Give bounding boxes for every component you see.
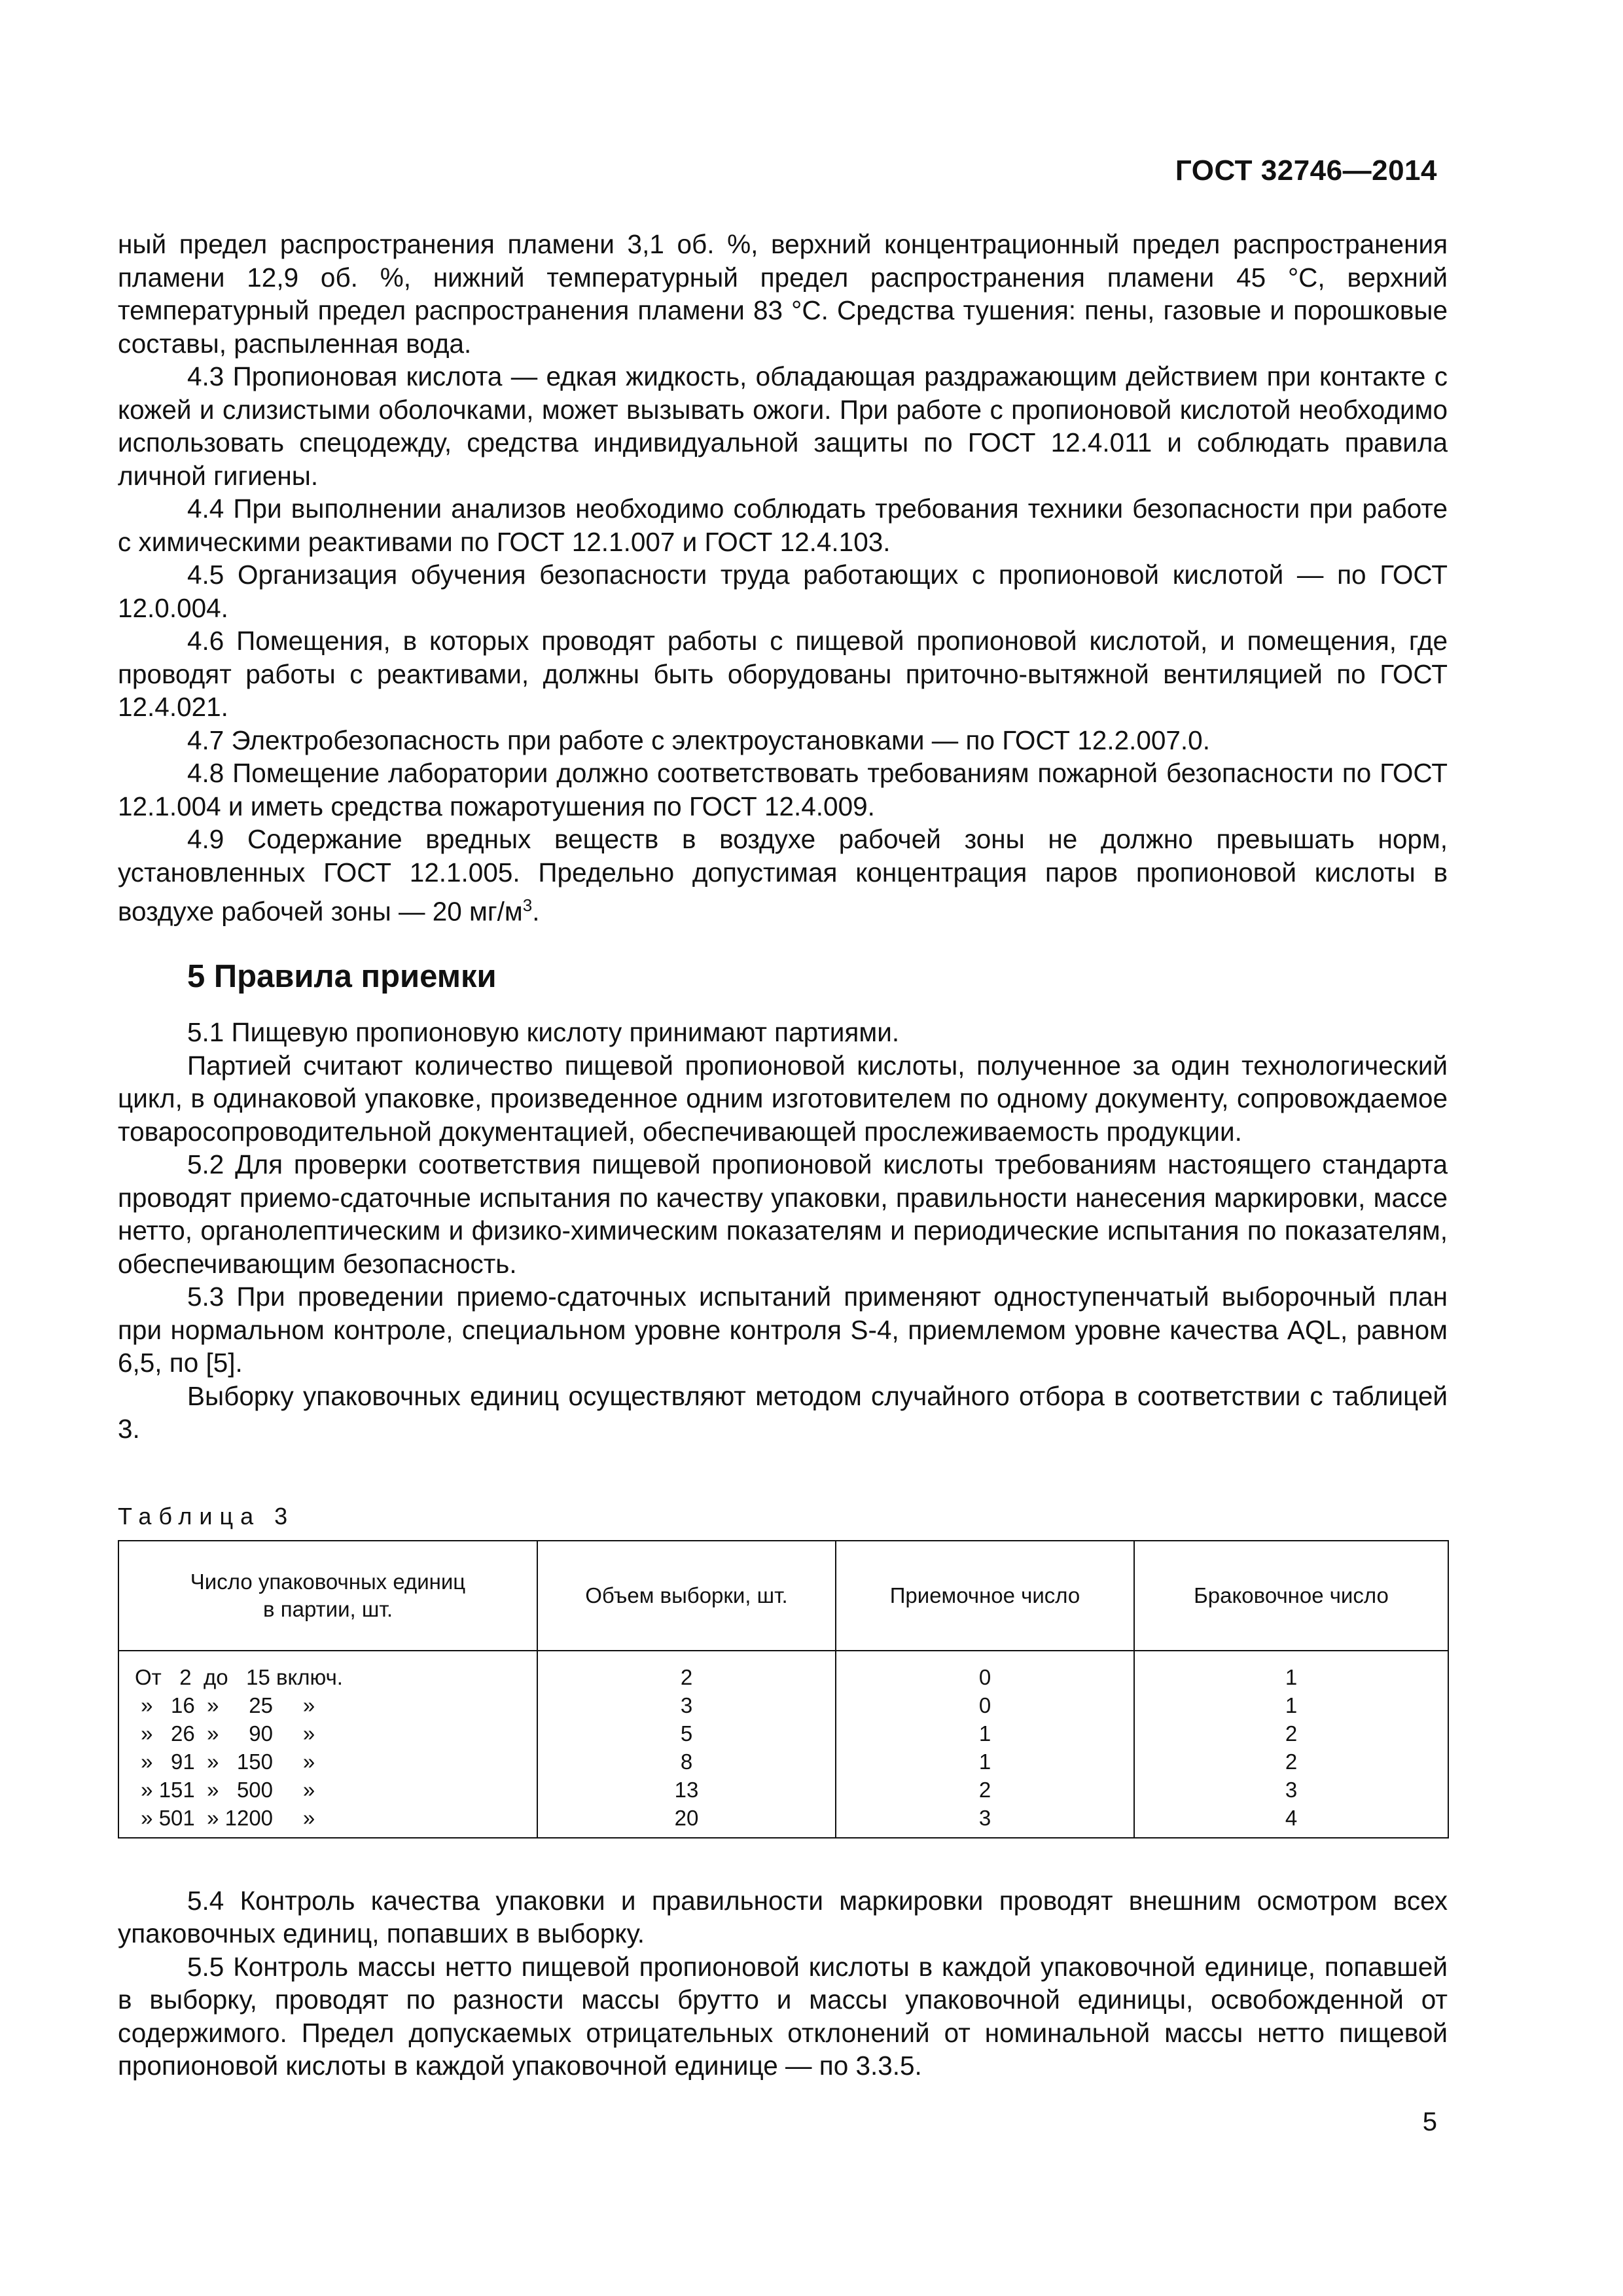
- table-cell-accept: 1: [836, 1719, 1134, 1748]
- section-5-title: 5 Правила приемки: [187, 959, 497, 994]
- table-header-acceptance: Приемочное число: [836, 1541, 1134, 1651]
- table-cell-accept: 2: [836, 1776, 1134, 1804]
- table-cell-sample: 13: [537, 1776, 836, 1804]
- document-body: [118, 228, 1448, 2083]
- paragraph-4-9: [118, 823, 1448, 928]
- paragraph-5-1: 5.1 Пищевую пропионовую кислоту принимают партиями.: [187, 1017, 900, 1047]
- table-cell-range: » 501 » 1200 »: [118, 1804, 537, 1838]
- paragraph-4-8: 4.8 Помещение лаборатории должно соответствовать требованиям пожарной безопасности по ГОСТ 12.1.004 и иметь средства пожаротушения по ГОСТ 12.4.009.: [118, 758, 1448, 821]
- paragraph-5-2: 5.2 Для проверки соответствия пищевой пропионовой кислоты требованиям настоящего стандарта проводят приемо-сдаточные испытания по качеству упаковки, правильности нанесения маркировки, массе нетто, органолептическим и физико-химическим показателям и периодические испытания по показателям, обеспечивающим безопасность.: [118, 1149, 1448, 1279]
- table-header-units: [118, 1541, 537, 1651]
- table-cell-reject: 2: [1134, 1748, 1448, 1776]
- paragraph-batch-definition: Партией считают количество пищевой пропионовой кислоты, полученное за один технологический цикл, в одинаковой упаковке, произведенное одним изготовителем по одному документу, сопровождаемое товаросопроводительной документацией, обеспечивающей прослеживаемость продукции.: [118, 1050, 1448, 1147]
- after-table-block: [118, 1884, 1448, 2083]
- paragraph-4-9-text: 4.9 Содержание вредных веществ в воздухе рабочей зоны не должно превышать норм, установленных ГОСТ 12.1.005. Предельно допустимая концентрация паров пропионовой кислоты в воздухе рабочей зоны — 20 мг/м: [118, 824, 1448, 927]
- document-header: ГОСТ 32746—2014: [1175, 154, 1437, 187]
- paragraph-4-7: 4.7 Электробезопасность при работе с электроустановками — по ГОСТ 12.2.007.0.: [187, 725, 1210, 755]
- table-cell-reject: 4: [1134, 1804, 1448, 1838]
- table-cell-reject: 1: [1134, 1651, 1448, 1691]
- table-cell-range: » 151 » 500 »: [118, 1776, 537, 1804]
- table-cell-accept: 0: [836, 1691, 1134, 1719]
- paragraph-sampling: Выборку упаковочных единиц осуществляют методом случайного отбора в соответствии с таблицей 3.: [118, 1380, 1448, 1444]
- table-caption: Таблица 3: [118, 1502, 295, 1530]
- table-row: [118, 1748, 1448, 1776]
- table-cell-sample: 20: [537, 1804, 836, 1838]
- paragraph-5-4: 5.4 Контроль качества упаковки и правильности маркировки проводят внешним осмотром всех упаковочных единиц, попавших в выборку.: [118, 1885, 1448, 1948]
- table-header-rejection: Браковочное число: [1134, 1541, 1448, 1651]
- table-3: [118, 1540, 1449, 1839]
- table-header-sample-size: Объем выборки, шт.: [537, 1541, 836, 1651]
- table-row: [118, 1776, 1448, 1804]
- table-cell-accept: 1: [836, 1748, 1134, 1776]
- table-cell-reject: 1: [1134, 1691, 1448, 1719]
- table-row: [118, 1691, 1448, 1719]
- paragraph-continuation: ный предел распространения пламени 3,1 об. %, верхний концентрационный предел распространения пламени 12,9 об. %, нижний температурный предел распространения пламени 45 °С, верхний температурный предел распространения пламени 83 °С. Средства тушения: пены, газовые и порошковые составы, распыленная вода.: [118, 229, 1448, 359]
- table-header-row: [118, 1541, 1448, 1651]
- paragraph-4-4: 4.4 При выполнении анализов необходимо соблюдать требования техники безопасности при работе с химическими реактивами по ГОСТ 12.1.007 и ГОСТ 12.4.103.: [118, 493, 1448, 557]
- table-cell-accept: 0: [836, 1651, 1134, 1691]
- table-cell-range: » 26 » 90 »: [118, 1719, 537, 1748]
- table-cell-sample: 5: [537, 1719, 836, 1748]
- table-cell-range: От 2 до 15 включ.: [118, 1651, 537, 1691]
- table-cell-range: » 91 » 150 »: [118, 1748, 537, 1776]
- paragraph-4-6: 4.6 Помещения, в которых проводят работы с пищевой пропионовой кислотой, и помещения, где проводят работы с реактивами, должны быть оборудованы приточно-вытяжной вентиляцией по ГОСТ 12.4.021.: [118, 626, 1448, 722]
- table-cell-reject: 2: [1134, 1719, 1448, 1748]
- paragraph-5-3: 5.3 При проведении приемо-сдаточных испытаний применяют одноступенчатый выборочный план при нормальном контроле, специальном уровне контроля S-4, приемлемом уровне качества AQL, равном 6,5, по [5].: [118, 1282, 1448, 1378]
- page-number: 5: [1422, 2108, 1437, 2136]
- table-cell-sample: 8: [537, 1748, 836, 1776]
- paragraph-4-5: 4.5 Организация обучения безопасности труда работающих с пропионовой кислотой — по ГОСТ 12.0.004.: [118, 560, 1448, 623]
- table-row: [118, 1804, 1448, 1838]
- paragraph-4-3: 4.3 Пропионовая кислота — едкая жидкость, обладающая раздражающим действием при контакте с кожей и слизистыми оболочками, может вызывать ожоги. При работе с пропионовой кислотой необходимо использовать спецодежду, средства индивидуальной защиты по ГОСТ 12.4.011 и соблюдать правила личной гигиены.: [118, 361, 1448, 491]
- paragraph-4-9-tail: .: [532, 896, 540, 927]
- table-header-units-text: Число упаковочных единиц в партии, шт.: [190, 1569, 466, 1621]
- table-cell-sample: 3: [537, 1691, 836, 1719]
- table-cell-range: » 16 » 25 »: [118, 1691, 537, 1719]
- table-row: [118, 1719, 1448, 1748]
- table-cell-sample: 2: [537, 1651, 836, 1691]
- table-cell-accept: 3: [836, 1804, 1134, 1838]
- table-row: [118, 1651, 1448, 1691]
- table-cell-reject: 3: [1134, 1776, 1448, 1804]
- paragraph-5-5: 5.5 Контроль массы нетто пищевой пропионовой кислоты в каждой упаковочной единице, попавшей в выборку, проводят по разности массы брутто и массы упаковочной единицы, освобожденной от содержимого. Предел допускаемых отрицательных отклонений от номинальной массы нетто пищевой пропионовой кислоты в каждой упаковочной единице — по 3.3.5.: [118, 1951, 1448, 2081]
- superscript-3: 3: [522, 895, 533, 915]
